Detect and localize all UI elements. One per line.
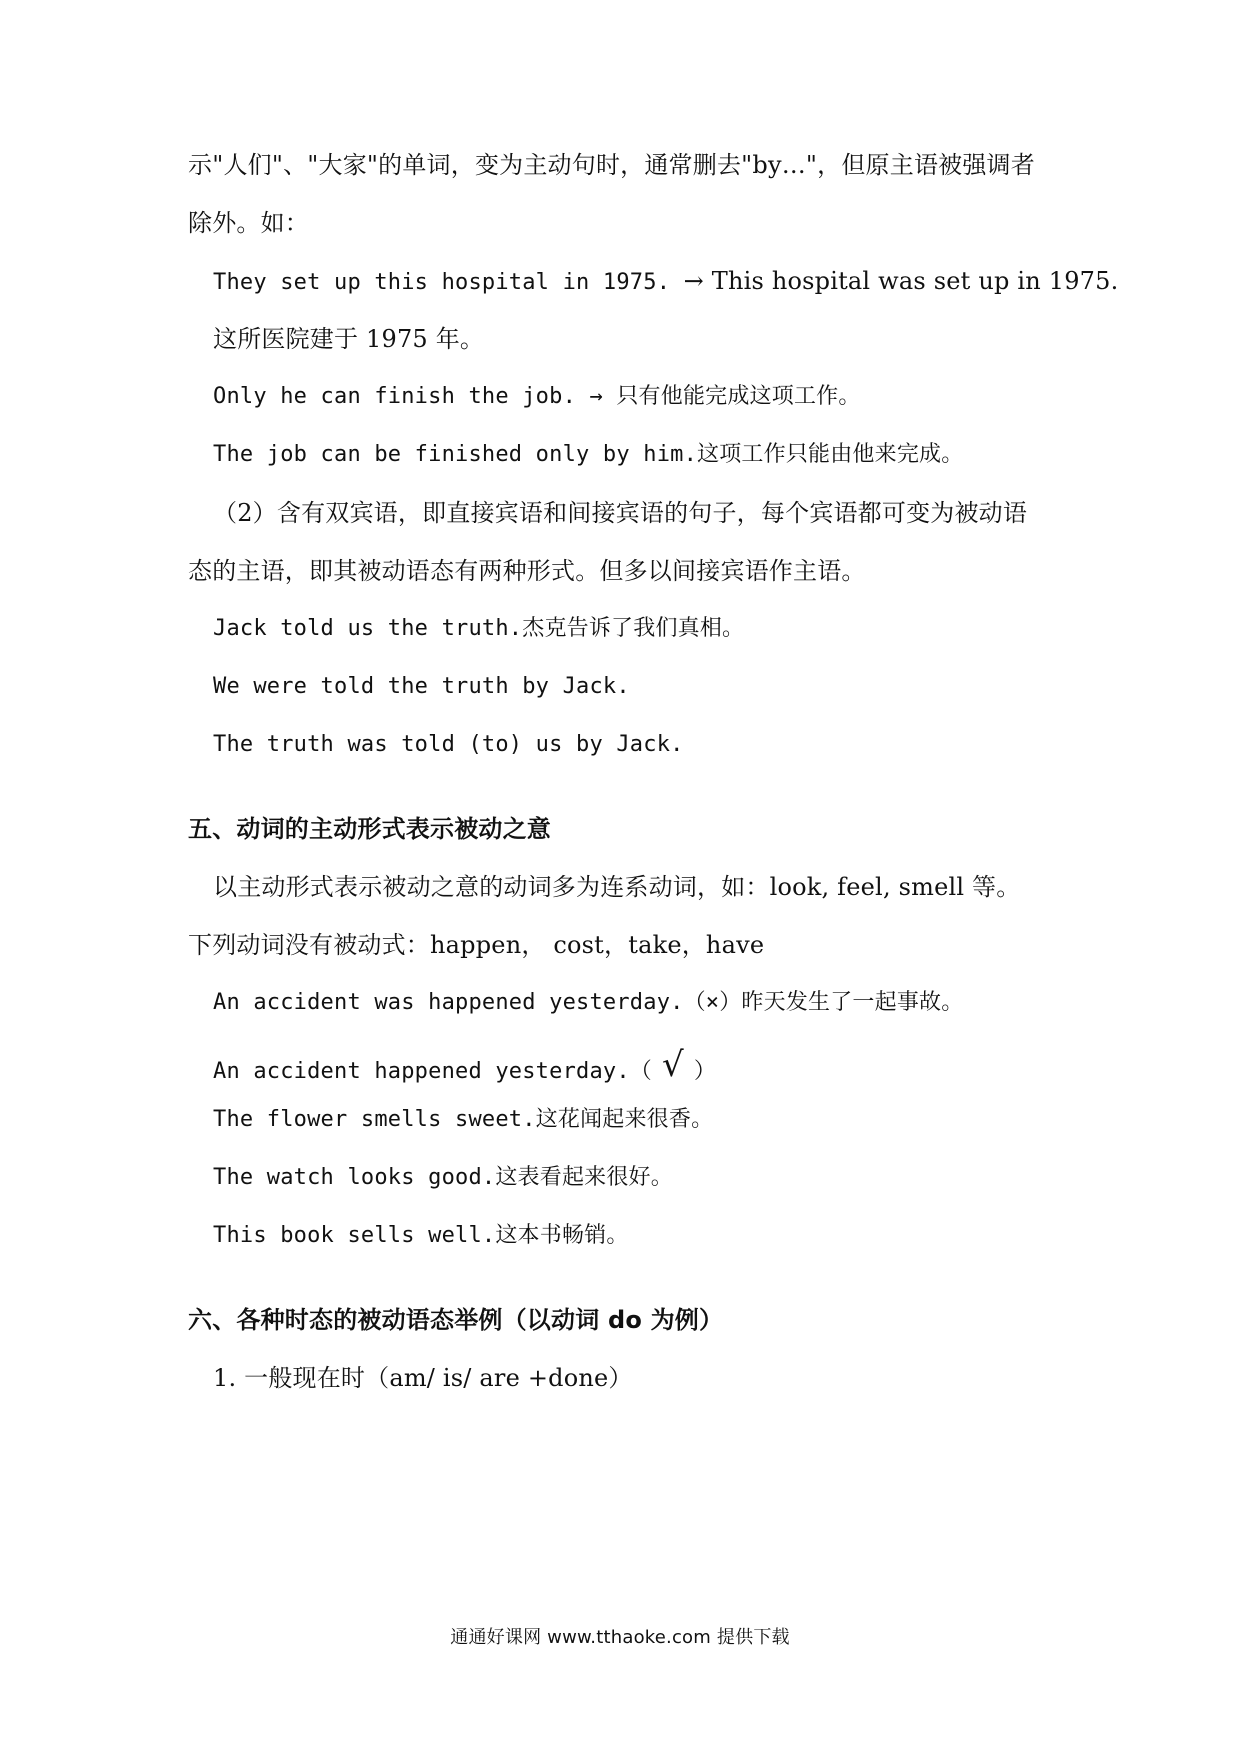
example-line-4: The job can be finished only by him.这项工作只能由他来完成。 — [213, 442, 964, 467]
section-5-line-1: 以主动形式表示被动之意的动词多为连系动词，如：look, feel, smell 等。 — [213, 873, 1021, 901]
footer-text: 通通好课网 www.tthaoke.com 提供下载 — [450, 1627, 790, 1648]
example-line-11: The watch looks good.这表看起来很好。 — [213, 1165, 673, 1190]
point-2-line-1: （2）含有双宾语，即直接宾语和间接宾语的句子，每个宾语都可变为被动语 — [213, 499, 1028, 527]
example-line-7: The truth was told (to) us by Jack. — [213, 732, 684, 757]
section-5-line-2: 下列动词没有被动式：happen， cost，take，have — [188, 931, 765, 959]
example-line-5: Jack told us the truth.杰克告诉了我们真相。 — [213, 616, 745, 641]
example-line-3: Only he can finish the job. → 只有他能完成这项工作。 — [213, 384, 861, 409]
example-line-1-b: → This hospital was set up in 1975. — [683, 267, 1119, 295]
section-6-line-1: 1. 一般现在时（am/ is/ are +done） — [213, 1364, 633, 1392]
example-line-2: 这所医院建于 1975 年。 — [213, 325, 485, 353]
section-heading-5: 五、动词的主动形式表示被动之意 — [188, 815, 551, 843]
point-2-line-2: 态的主语，即其被动语态有两种形式。但多以间接宾语作主语。 — [188, 557, 866, 585]
paragraph-line-1: 示"人们"、"大家"的单词，变为主动句时，通常删去"by…"，但原主语被强调者 — [188, 151, 1035, 179]
example-line-1-a: They set up this hospital in 1975. — [213, 270, 684, 295]
paragraph-line-2: 除外。如： — [188, 209, 309, 237]
example-line-8: An accident was happened yesterday.（×）昨天发生了一起事故。 — [213, 990, 964, 1015]
section-heading-6: 六、各种时态的被动语态举例（以动词 do 为例） — [188, 1306, 724, 1334]
example-line-9 — [213, 1045, 717, 1089]
checkmark-icon: √ — [662, 1045, 684, 1085]
example-line-9-a: An accident happened yesterday.（ — [213, 1059, 652, 1084]
example-line-6: We were told the truth by Jack. — [213, 674, 630, 699]
example-line-9-b: ） — [693, 1059, 717, 1084]
example-line-12: This book sells well.这本书畅销。 — [213, 1223, 629, 1248]
example-line-1 — [213, 264, 1118, 300]
example-line-10: The flower smells sweet.这花闻起来很香。 — [213, 1107, 714, 1132]
